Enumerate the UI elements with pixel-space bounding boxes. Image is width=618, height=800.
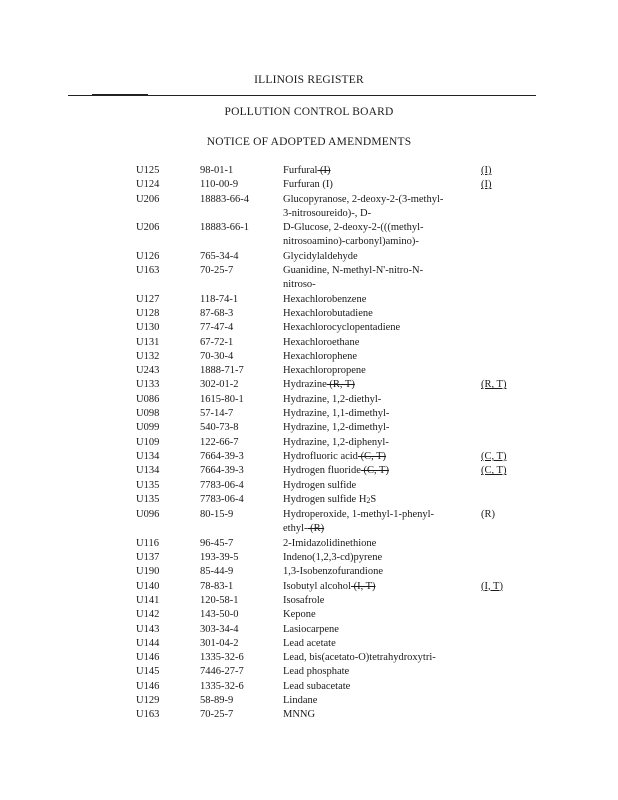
hazard-code-text: (R, T) [481,379,507,391]
hazard-code [481,450,531,464]
substance-name [283,594,481,608]
hazard-code [481,694,531,708]
table-row [136,464,531,478]
substance-name [283,193,481,222]
substance-name [283,350,481,364]
substance-name-text: Glycidylaldehyde [283,250,358,262]
waste-code: U146 [136,652,160,664]
substance-name-text: Hexachlorophene [283,350,358,362]
table-row [136,250,531,264]
table-row [136,580,531,594]
substance-name [283,694,481,708]
table-row [136,450,531,464]
table-row [136,623,531,637]
substance-name-text: Hydrazine [283,379,327,391]
cas-number: 118-74-1 [200,293,239,305]
table-row [136,708,531,722]
hazard-code [481,393,531,407]
substance-name [283,250,481,264]
substance-name-text: Lead phosphate [283,666,350,678]
table-row [136,680,531,694]
deleted-text: (R) [307,523,325,535]
hazard-code [481,565,531,579]
substance-name-text: Hydrogen fluoride [283,465,361,477]
substance-name-text: D-Glucose, 2-deoxy-2-(((methyl- [283,222,424,234]
cas-number: 7783-06-4 [200,493,244,505]
cas-number: 18883-66-1 [200,222,249,234]
hazard-code [481,336,531,350]
waste-code: U096 [136,509,160,521]
waste-code: U163 [136,265,160,277]
substance-name [283,665,481,679]
cas-number: 7664-39-3 [200,465,244,477]
hazard-code [481,464,531,478]
waste-code: U163 [136,709,160,721]
substance-name-continued: 3-nitrosoureido)-, D- [283,207,372,219]
hazard-code [481,350,531,364]
cas-number: 80-15-9 [200,509,234,521]
hazard-code [481,508,531,537]
waste-code: U086 [136,393,160,405]
substance-name [283,336,481,350]
waste-code: U135 [136,493,160,505]
waste-code: U127 [136,293,160,305]
substance-name-text: Hydrazine, 1,2-diphenyl- [283,436,389,448]
substance-name [283,651,481,665]
substance-name [283,307,481,321]
table-row [136,164,531,178]
hazard-code [481,665,531,679]
substance-name [283,608,481,622]
hazard-code [481,264,531,293]
subscript-tail: S [370,493,377,505]
cas-number: 58-89-9 [200,694,234,706]
hazard-code [481,407,531,421]
substance-name-text: Isobutyl alcohol [283,580,351,592]
waste-code-table [136,164,531,723]
substance-name-text: Hydrogen sulfide H [283,493,367,505]
substance-name-text: MNNG [283,709,316,721]
waste-code: U098 [136,408,160,420]
substance-name [283,293,481,307]
substance-name [283,565,481,579]
cas-number: 70-30-4 [200,350,234,362]
cas-number: 120-58-1 [200,594,239,606]
waste-code: U137 [136,552,160,564]
substance-name-text: Guanidine, N-methyl-N'-nitro-N- [283,265,424,277]
table-row [136,551,531,565]
cas-number: 87-68-3 [200,307,234,319]
hazard-code [481,321,531,335]
deleted-text: (I) [317,165,331,176]
substance-name [283,580,481,594]
substance-name-text: Furfural [283,165,318,176]
waste-code: U243 [136,365,160,377]
table-row [136,350,531,364]
waste-code: U128 [136,307,160,319]
hazard-code [481,164,531,178]
substance-name-continued: nitroso- [283,279,316,291]
waste-code: U133 [136,379,160,391]
substance-name [283,508,481,537]
substance-name-text: Indeno(1,2,3-cd)pyrene [283,552,383,564]
hazard-code [481,623,531,637]
cas-number: 302-01-2 [200,379,239,391]
waste-code: U129 [136,694,160,706]
cas-number: 1335-32-6 [200,652,244,664]
waste-code: U099 [136,422,160,434]
hazard-code [481,421,531,435]
table-row [136,694,531,708]
table-row [136,193,531,222]
hazard-code [481,493,531,508]
waste-code: U142 [136,609,160,621]
hazard-code [481,637,531,651]
table-row [136,493,531,508]
hazard-code [481,608,531,622]
table-body [136,164,531,723]
waste-code: U126 [136,250,160,262]
hazard-code [481,436,531,450]
waste-code: U146 [136,680,160,692]
hazard-code [481,537,531,551]
header-rule-mark [92,94,148,96]
hazard-code [481,250,531,264]
hazard-code-text: (C, T) [481,450,507,462]
hazard-code [481,178,531,192]
substance-name [283,623,481,637]
deleted-text: (C, T) [360,465,389,477]
substance-name-text: Hexachloroethane [283,336,360,348]
substance-name [283,450,481,464]
hazard-code [481,594,531,608]
table-row [136,651,531,665]
substance-name-text: Kepone [283,609,316,621]
table-row [136,665,531,679]
table-row [136,178,531,192]
waste-code: U134 [136,450,160,462]
hazard-code [481,364,531,378]
cas-number: 78-83-1 [200,580,234,592]
hazard-code [481,708,531,722]
cas-number: 7446-27-7 [200,666,244,678]
cas-number: 77-47-4 [200,322,234,334]
substance-name-text: Lead subacetate [283,680,351,692]
cas-number: 98-01-1 [200,165,234,176]
hazard-code [481,551,531,565]
waste-code: U190 [136,566,160,578]
cas-number: 85-44-9 [200,566,234,578]
table-row [136,608,531,622]
substance-name [283,551,481,565]
waste-code: U131 [136,336,160,348]
hazard-code-text: (C, T) [481,465,507,477]
waste-code: U109 [136,436,160,448]
substance-name [283,364,481,378]
substance-name-text: 2-Imidazolidinethione [283,537,377,549]
hazard-code-text: (I) [481,179,492,191]
substance-name [283,321,481,335]
substance-name-text: Lindane [283,694,318,706]
substance-name-continued: ethyl- [283,523,308,535]
table-row [136,364,531,378]
cas-number: 96-45-7 [200,537,234,549]
waste-code: U145 [136,666,160,678]
substance-name [283,421,481,435]
subscript-text: 2 [366,495,371,505]
deleted-text: (C, T) [357,450,387,462]
deleted-text: (R, T) [326,379,355,391]
cas-number: 70-25-7 [200,709,234,721]
waste-code: U135 [136,479,160,491]
substance-name-text: Lasiocarpene [283,623,339,635]
table-row [136,378,531,392]
cas-number: 57-14-7 [200,408,234,420]
substance-name-text: Furfuran (I) [283,179,333,191]
waste-code: U143 [136,623,160,635]
waste-code: U125 [136,165,160,176]
substance-name-text: Lead acetate [283,637,336,649]
hazard-code [481,221,531,250]
hazard-code [481,580,531,594]
waste-code: U132 [136,350,160,362]
cas-number: 1888-71-7 [200,365,244,377]
substance-name-text: Hydrofluoric acid [283,450,358,462]
cas-number: 765-34-4 [200,250,239,262]
substance-name-text: Isosafrole [283,594,325,606]
cas-number: 122-66-7 [200,436,239,448]
register-title: ILLINOIS REGISTER [254,74,364,86]
table-row [136,436,531,450]
hazard-code [481,193,531,222]
waste-code: U134 [136,465,160,477]
cas-number: 110-00-9 [200,179,239,191]
substance-name-text: Hexachloropropene [283,365,366,377]
substance-name [283,637,481,651]
cas-number: 1335-32-6 [200,680,244,692]
hazard-code [481,479,531,493]
substance-name-text: Hydroperoxide, 1-methyl-1-phenyl- [283,509,435,521]
cas-number: 301-04-2 [200,637,239,649]
substance-name [283,493,481,508]
hazard-code-text: (R) [481,509,495,521]
hazard-code-text: (I) [481,165,492,176]
substance-name-text: Glucopyranose, 2-deoxy-2-(3-methyl- [283,193,444,205]
substance-name [283,436,481,450]
table-row [136,637,531,651]
substance-name-text: Lead, bis(acetato-O)tetrahydroxytri- [283,652,436,664]
substance-name-continued: nitrosoamino)-carbonyl)amino)- [283,236,419,248]
substance-name-text: Hexachlorobenzene [283,293,367,305]
waste-code: U130 [136,322,160,334]
cas-number: 7664-39-3 [200,450,244,462]
table-row [136,537,531,551]
hazard-code [481,307,531,321]
substance-name-text: Hydrazine, 1,2-diethyl- [283,393,382,405]
table-row [136,293,531,307]
substance-name-text: Hydrazine, 1,2-dimethyl- [283,422,390,434]
table-row [136,565,531,579]
substance-name [283,393,481,407]
waste-code: U206 [136,193,160,205]
table-row [136,594,531,608]
substance-name [283,407,481,421]
substance-name [283,221,481,250]
waste-code: U141 [136,594,160,606]
substance-name [283,464,481,478]
hazard-code [481,378,531,392]
substance-name [283,708,481,722]
table-row [136,421,531,435]
hazard-code-text: (I, T) [481,580,503,592]
substance-name [283,479,481,493]
cas-number: 18883-66-4 [200,193,249,205]
table-row [136,307,531,321]
cas-number: 1615-80-1 [200,393,244,405]
substance-name-text: Hexachlorobutadiene [283,307,373,319]
substance-name [283,264,481,293]
substance-name-text: Hydrogen sulfide [283,479,357,491]
board-title: POLLUTION CONTROL BOARD [224,106,394,118]
cas-number: 540-73-8 [200,422,239,434]
cas-number: 67-72-1 [200,336,234,348]
hazard-code [481,293,531,307]
substance-name [283,680,481,694]
cas-number: 7783-06-4 [200,479,244,491]
waste-code: U116 [136,537,159,549]
notice-title: NOTICE OF ADOPTED AMENDMENTS [206,136,412,148]
substance-name [283,164,481,178]
waste-code: U124 [136,179,160,191]
cas-number: 303-34-4 [200,623,239,635]
cas-number: 193-39-5 [200,552,239,564]
substance-name [283,537,481,551]
substance-name-text: 1,3-Isobenzofurandione [283,566,384,578]
substance-name [283,178,481,192]
table-row [136,479,531,493]
cas-number: 143-50-0 [200,609,239,621]
deleted-text: (I, T) [350,580,376,592]
waste-code: U144 [136,637,160,649]
table-row [136,264,531,293]
table-row [136,407,531,421]
substance-name-text: Hexachlorocyclopentadiene [283,322,401,334]
hazard-code [481,651,531,665]
table-row [136,393,531,407]
waste-code: U206 [136,222,160,234]
substance-name [283,378,481,392]
waste-code: U140 [136,580,160,592]
table-row [136,221,531,250]
table-row [136,508,531,537]
table-row [136,336,531,350]
hazard-code [481,680,531,694]
table-row [136,321,531,335]
cas-number: 70-25-7 [200,265,234,277]
substance-name-text: Hydrazine, 1,1-dimethyl- [283,408,390,420]
